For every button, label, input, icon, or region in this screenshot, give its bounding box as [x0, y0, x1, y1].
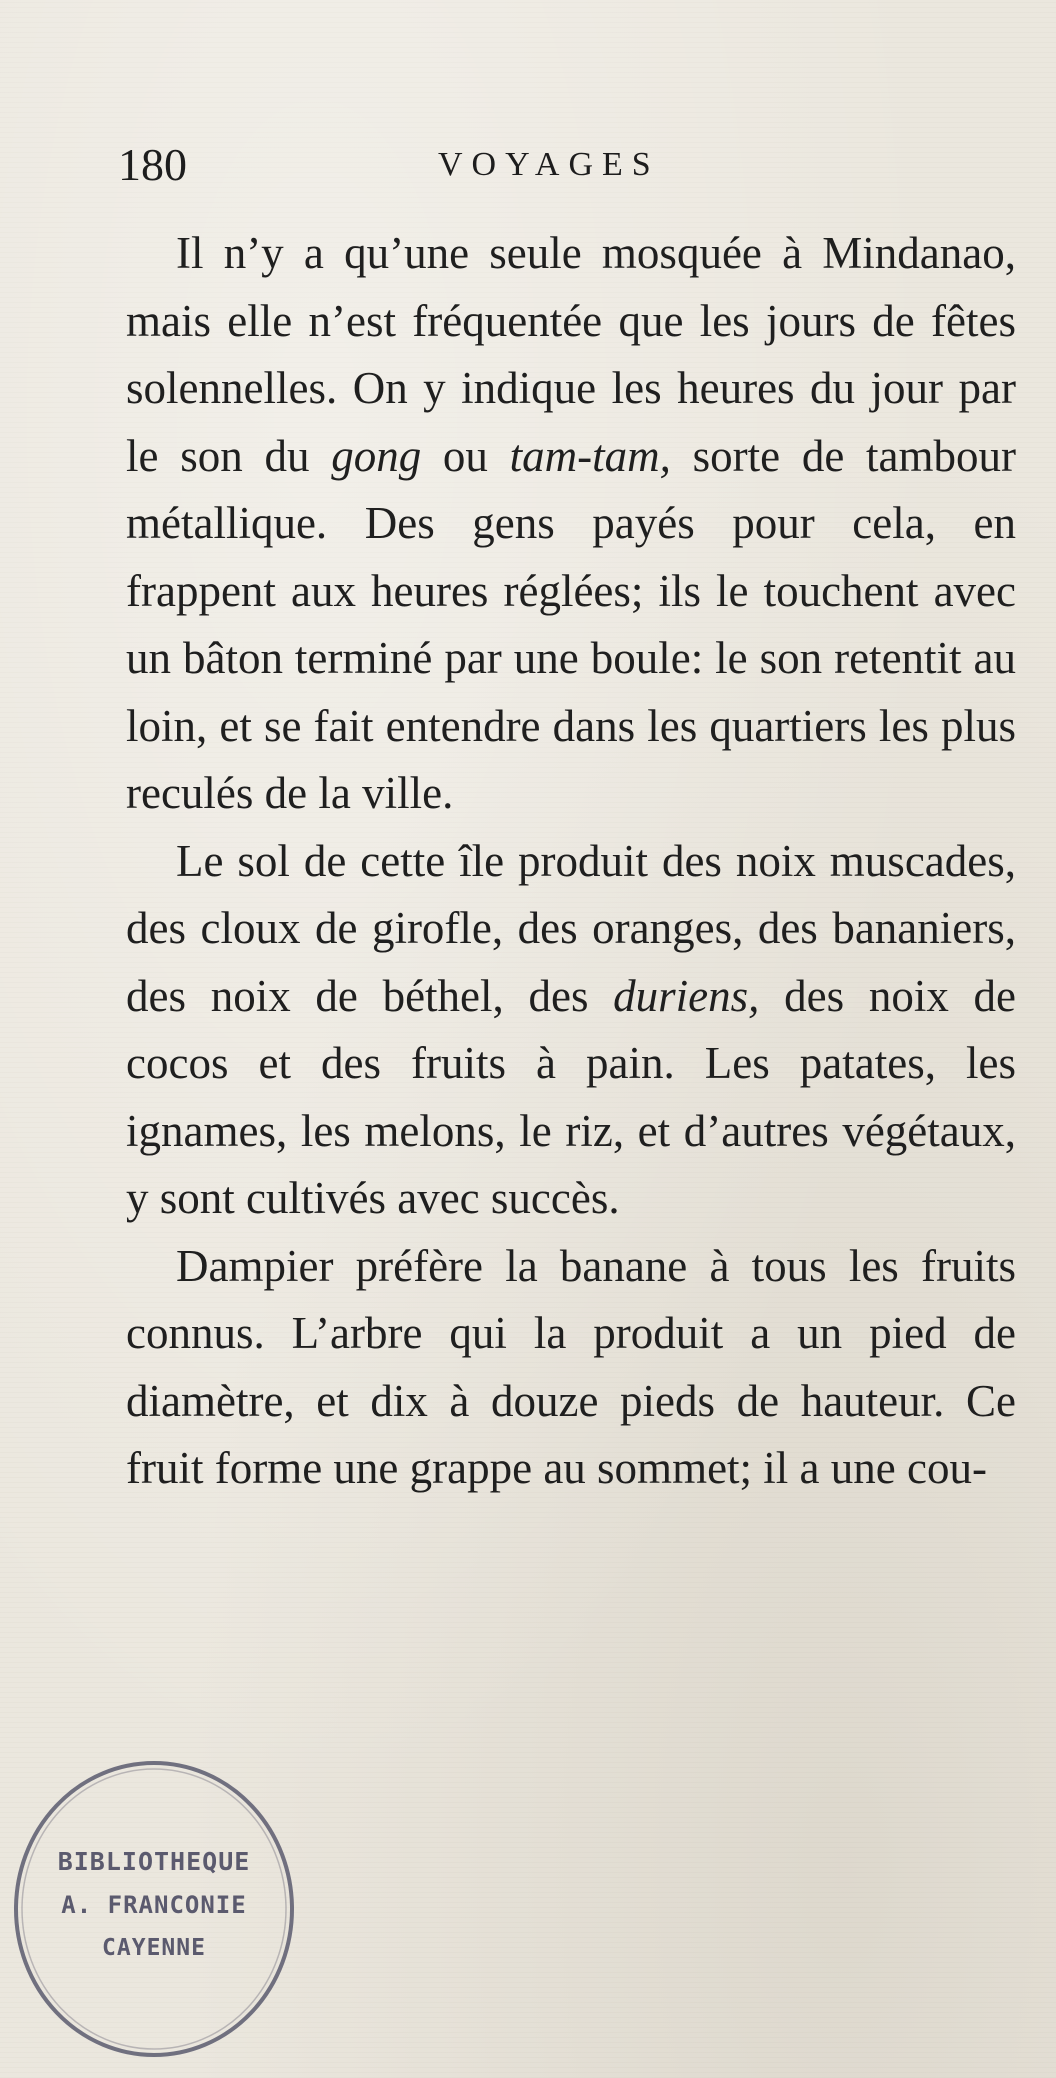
text-segment: Dampier préfère la banane à tous les fruits connus. L’arbre qui la produit a un pied de diamètre, et dix à douze pieds de hauteur. Ce fruit forme une grappe au sommet; il a une cou- [126, 1240, 1016, 1493]
text-segment: Il n’y a qu’une seule mosquée à Mindanao, mais elle n’est fréquentée que les jours de fêtes solennelles. On y indique les heures du jour par le son du [126, 228, 1016, 481]
italic-term: tam-tam, [509, 430, 671, 481]
text-segment: Le sol de cette île produit des noix muscades, des cloux de girofle, des oranges, des bananiers, des noix de béthel, des [126, 835, 1016, 1021]
running-head: VOYAGES [438, 146, 660, 183]
paragraph [126, 828, 1016, 1233]
stamp-line: BIBLIOTHEQUE [57, 1847, 251, 1876]
stamp-line: A. FRANCONIE [61, 1891, 247, 1919]
page-header [118, 138, 1018, 198]
italic-term: duriens, [613, 970, 760, 1021]
paragraph [126, 220, 1016, 828]
paragraph [126, 1233, 1016, 1503]
body-text [126, 220, 1016, 1503]
page-number: 180 [118, 139, 187, 190]
text-segment: ou [421, 430, 510, 481]
text-segment: des noix de cocos et des fruits à pain. Les patates, les ignames, les melons, le riz, et d’autres végétaux, y sont cultivés avec succès. [126, 970, 1016, 1223]
text-segment: sorte de tambour métallique. Des gens payés pour cela, en frappent aux heures réglées; ils le touchent avec un bâton terminé par une boule: le son retentit au loin, et se fait entendre dans les quartiers les plus reculés de la ville. [126, 430, 1017, 818]
stamp-line: CAYENNE [102, 1935, 206, 1961]
italic-term: gong [331, 430, 422, 481]
library-stamp [8, 1755, 300, 2063]
